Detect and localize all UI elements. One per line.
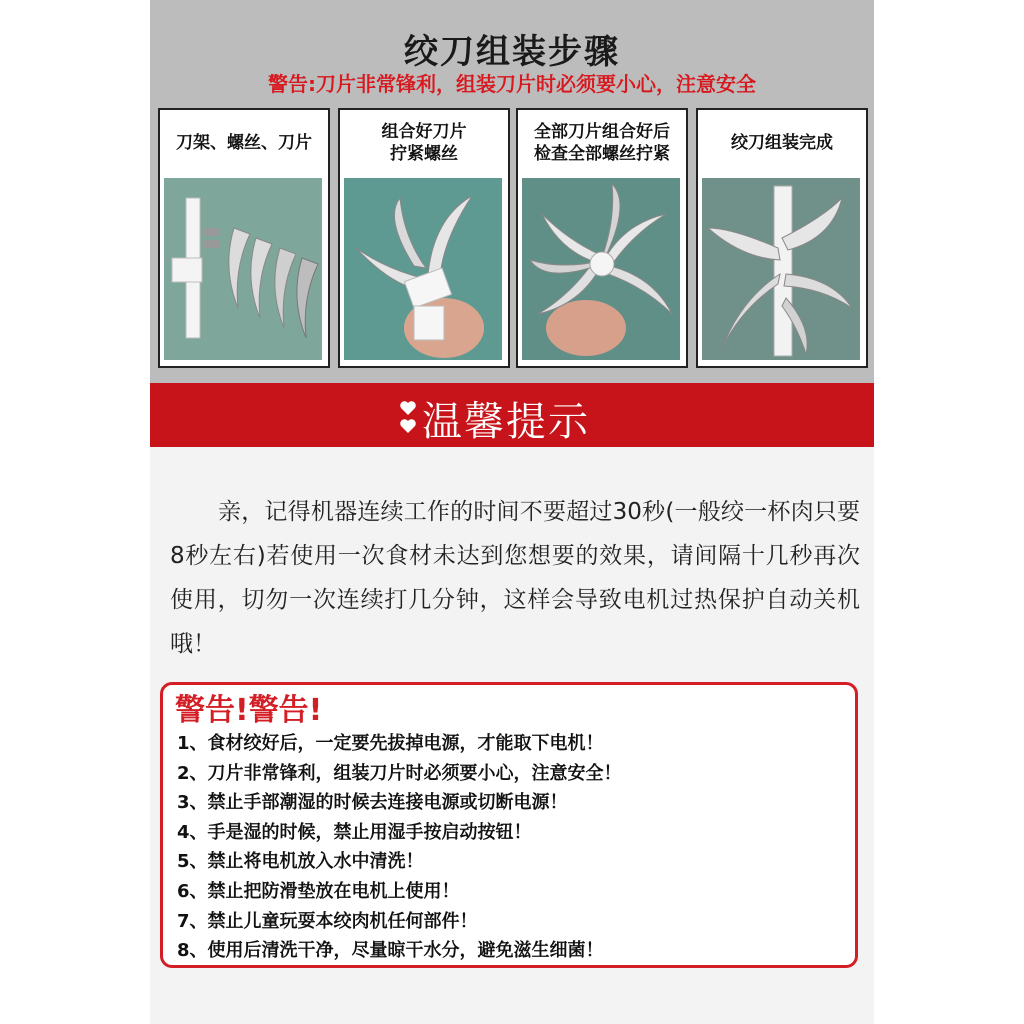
step-card-2 bbox=[338, 108, 510, 368]
warning-item: 5、禁止将电机放入水中清洗！ bbox=[177, 851, 424, 873]
safety-warning: 警告:刀片非常锋利，组装刀片时必须要小心，注意安全 bbox=[268, 72, 756, 96]
tips-text: 亲，记得机器连续工作的时间不要超过30秒(一般绞一杯肉只要8秒左右)若使用一次食材未达到您想要的效果，请间隔十几秒再次使用，切勿一次连续打几分钟，这样会导致电机过热保护自动关机哦！ bbox=[170, 499, 860, 657]
step-label-4 bbox=[698, 110, 866, 176]
step-photo-2-tightening bbox=[344, 178, 502, 360]
warning-item: 1、食材绞好后，一定要先拔掉电源，才能取下电机！ bbox=[177, 733, 604, 754]
warning-list bbox=[177, 729, 622, 966]
step-label-2-line1: 组合好刀片 bbox=[381, 122, 467, 142]
step-photo-1-parts bbox=[164, 178, 322, 360]
warning-item: 2、刀片非常锋利，组装刀片时必须要小心，注意安全！ bbox=[177, 762, 622, 784]
warning-item: 3、禁止手部潮湿的时候去连接电源或切断电源！ bbox=[177, 792, 568, 814]
step-card-1 bbox=[158, 108, 330, 368]
poster bbox=[150, 0, 874, 1024]
step-card-3 bbox=[516, 108, 688, 368]
step-photo-4-complete bbox=[702, 178, 860, 360]
heart-icon bbox=[398, 398, 418, 438]
warning-item: 6、禁止把防滑垫放在电机上使用！ bbox=[177, 880, 460, 902]
step-label-4-line1: 绞刀组装完成 bbox=[731, 133, 833, 153]
step-label-1 bbox=[160, 110, 328, 176]
warning-box bbox=[160, 682, 858, 968]
step-label-2 bbox=[340, 110, 508, 176]
step-label-2-line2: 拧紧螺丝 bbox=[390, 144, 458, 164]
assembly-panel bbox=[150, 0, 874, 383]
warning-item: 7、禁止儿童玩耍本绞肉机任何部件！ bbox=[177, 910, 478, 932]
step-label-3-line1: 全部刀片组合好后 bbox=[534, 122, 670, 142]
step-label-3-line2: 检查全部螺丝拧紧 bbox=[534, 144, 670, 164]
warning-item: 4、手是湿的时候，禁止用湿手按启动按钮！ bbox=[177, 821, 532, 843]
step-photo-3-assembled bbox=[522, 178, 680, 360]
step-card-4 bbox=[696, 108, 868, 368]
tips-title: 温馨提示 bbox=[422, 399, 590, 445]
warning-title: 警告!警告! bbox=[175, 693, 323, 728]
step-label-3 bbox=[518, 110, 686, 176]
warning-item: 8、使用后清洗干净，尽量晾干水分，避免滋生细菌！ bbox=[177, 940, 604, 962]
page-title: 绞刀组装步骤 bbox=[404, 32, 620, 72]
step-label-1-line1: 刀架、螺丝、刀片 bbox=[176, 133, 312, 153]
